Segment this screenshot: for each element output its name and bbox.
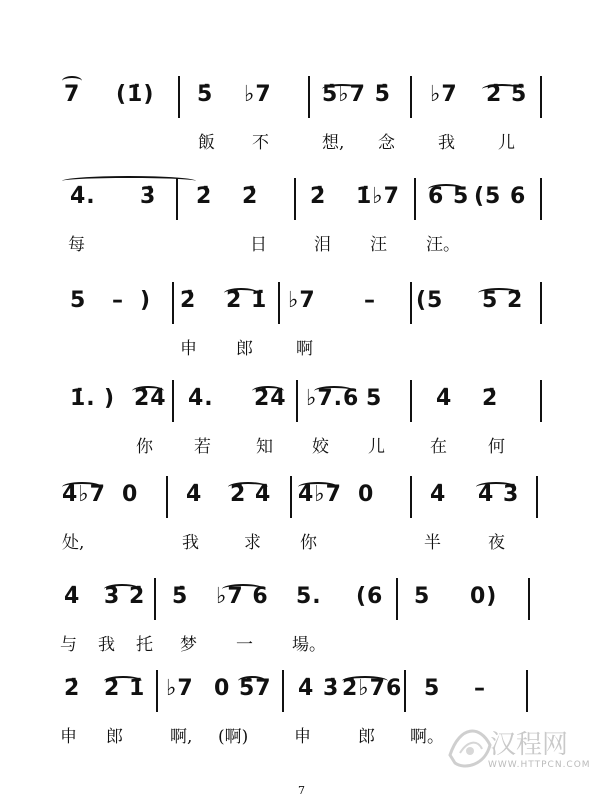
lyric: 半 xyxy=(424,533,441,553)
lyric: 郎 xyxy=(236,339,253,359)
note: 5. xyxy=(296,584,322,609)
lyric: 申 xyxy=(294,727,311,747)
barline xyxy=(526,670,528,712)
staff-system-5 xyxy=(0,470,600,570)
barline xyxy=(540,380,542,422)
note: 4̇♭7 xyxy=(298,482,342,507)
barline xyxy=(154,578,156,620)
note: 3̇ xyxy=(140,184,157,209)
note: (5 xyxy=(416,288,444,313)
watermark-brand: 汉程网 xyxy=(490,730,569,760)
barline xyxy=(410,380,412,422)
note: 0 5̇7 xyxy=(214,676,272,701)
lyric: 泪 xyxy=(314,235,331,255)
note: – xyxy=(112,288,124,313)
barline xyxy=(410,282,412,324)
lyric: 每 xyxy=(68,235,85,255)
barline xyxy=(396,578,398,620)
note: 2̇ 4̇ xyxy=(230,482,272,507)
note: ) xyxy=(104,386,116,411)
note: – xyxy=(474,676,486,701)
watermark-url: WWW.HTTPCN.COM xyxy=(488,760,591,770)
note: 4̇ xyxy=(436,386,453,411)
note: 4̇ xyxy=(186,482,203,507)
note: ♭7 xyxy=(430,82,458,107)
note: 5̇♭7 5̇ xyxy=(322,82,391,107)
note: 5 xyxy=(70,288,87,313)
barline xyxy=(290,476,292,518)
barline xyxy=(410,76,412,118)
staff-system-6 xyxy=(0,572,600,672)
lyric: 郎 xyxy=(106,727,123,747)
barline xyxy=(294,178,296,220)
note: 7 xyxy=(64,82,81,107)
lyric: 飯 xyxy=(198,133,215,153)
lyric: 郎 xyxy=(358,727,375,747)
staff-system-3 xyxy=(0,276,600,376)
note: 2̇ xyxy=(242,184,259,209)
barline xyxy=(156,670,158,712)
note: (1̇) xyxy=(116,82,155,107)
lyric: 求 xyxy=(244,533,261,553)
staff-system-1 xyxy=(0,70,600,170)
lyric: 申 xyxy=(180,339,197,359)
note: 4̇ 3̇ xyxy=(298,676,340,701)
note: 4̇ xyxy=(430,482,447,507)
lyric: 若 xyxy=(194,437,211,457)
note: 4̇ xyxy=(64,584,81,609)
lyric: 念 xyxy=(378,133,395,153)
lyric: 我 xyxy=(182,533,199,553)
note: 4̇♭7 xyxy=(62,482,106,507)
lyric: 汪 xyxy=(370,235,387,255)
note: ♭7 xyxy=(288,288,316,313)
lyric: 啊, xyxy=(170,727,193,747)
note: ♭7 xyxy=(244,82,272,107)
lyric: 一 xyxy=(236,635,253,655)
staff-system-2 xyxy=(0,172,600,272)
note: 5 xyxy=(424,676,441,701)
note: 2̇ xyxy=(310,184,327,209)
barline xyxy=(166,476,168,518)
note: 2̇4̇ xyxy=(254,386,287,411)
barline xyxy=(540,282,542,324)
lyric: 儿 xyxy=(498,133,515,153)
lyric: 申 xyxy=(60,727,77,747)
barline xyxy=(536,476,538,518)
barline xyxy=(308,76,310,118)
note: 5 xyxy=(414,584,431,609)
lyric: (啊) xyxy=(218,727,249,747)
lyric: 何 xyxy=(488,437,505,457)
lyric: 不 xyxy=(252,133,269,153)
lyric: 想, xyxy=(322,133,345,153)
lyric: 你 xyxy=(300,533,317,553)
note: 1̇♭7 xyxy=(356,184,400,209)
barline xyxy=(540,76,542,118)
barline xyxy=(178,76,180,118)
note: ♭7.6 xyxy=(306,386,360,411)
note: 4̇. xyxy=(70,184,96,209)
barline xyxy=(528,578,530,620)
note: (5 6 xyxy=(474,184,527,209)
lyric: 你 xyxy=(136,437,153,457)
lyric: 在 xyxy=(430,437,447,457)
lyric: 夜 xyxy=(488,533,505,553)
lyric: 啊。 xyxy=(410,727,444,747)
lyric: 托 xyxy=(136,635,153,655)
note: 6 5 xyxy=(428,184,470,209)
barline xyxy=(540,178,542,220)
note: 0) xyxy=(470,584,498,609)
lyric: 与 xyxy=(60,635,77,655)
note: 2̇ 1̇ xyxy=(226,288,268,313)
lyric: 姣 xyxy=(312,437,329,457)
note: 2̇ xyxy=(196,184,213,209)
lyric: 啊 xyxy=(296,339,313,359)
note: 2̇ xyxy=(64,676,81,701)
lyric: 儿 xyxy=(368,437,385,457)
lyric: 場。 xyxy=(292,635,326,655)
note: 3̇ 2̇ xyxy=(104,584,146,609)
note: 2̇ 1̇ xyxy=(104,676,146,701)
page-number: 7 xyxy=(298,784,305,797)
barline xyxy=(414,178,416,220)
lyric: 日 xyxy=(250,235,267,255)
lyric: 梦 xyxy=(180,635,197,655)
note: (6 xyxy=(356,584,384,609)
lyric: 知 xyxy=(256,437,273,457)
lyric: 处, xyxy=(62,533,85,553)
lyric: 我 xyxy=(98,635,115,655)
note: 2̇♭76 xyxy=(342,676,403,701)
note: 2̇4̇ xyxy=(134,386,167,411)
note: 4̇. xyxy=(188,386,214,411)
barline xyxy=(278,282,280,324)
note: 1̇. xyxy=(70,386,96,411)
note: 5̇ xyxy=(172,584,189,609)
note: ) xyxy=(140,288,152,313)
lyric: 汪。 xyxy=(426,235,460,255)
lyric: 我 xyxy=(438,133,455,153)
note: ♭7 6 xyxy=(216,584,269,609)
barline xyxy=(410,476,412,518)
note: – xyxy=(364,288,376,313)
note: 5 xyxy=(366,386,383,411)
note: 4̇ 3̇ xyxy=(478,482,520,507)
note: 2̇ xyxy=(482,386,499,411)
staff-system-4 xyxy=(0,374,600,474)
note: 5̇ xyxy=(197,82,214,107)
barline xyxy=(296,380,298,422)
note: 2̇ xyxy=(180,288,197,313)
note: 0 xyxy=(122,482,139,507)
note: 2̇ 5̇ xyxy=(486,82,528,107)
note: ♭7 xyxy=(166,676,194,701)
note: 5 2̇ xyxy=(482,288,524,313)
barline xyxy=(176,178,178,220)
barline xyxy=(404,670,406,712)
barline xyxy=(172,380,174,422)
barline xyxy=(172,282,174,324)
barline xyxy=(282,670,284,712)
note: 0 xyxy=(358,482,375,507)
